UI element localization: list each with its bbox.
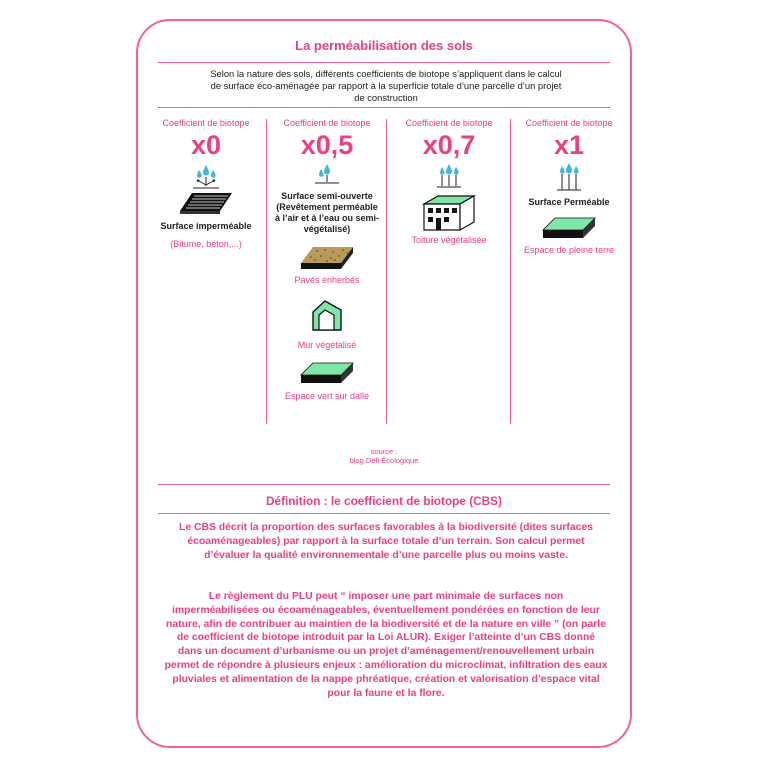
definition-bottom-divider: [158, 513, 610, 514]
surface-example: Pavés enherbés: [294, 275, 360, 285]
coefficient-column-x1: [512, 118, 626, 256]
definition-top-divider: [158, 484, 610, 485]
surface-name: Surface semi-ouverte (Revêtement perméable à l’air et à l’eau ou semi-végétalisé): [274, 191, 380, 234]
green-roof-house-icon: [422, 192, 476, 232]
column-divider: [266, 119, 267, 424]
coefficient-value: x1: [553, 130, 585, 160]
definition-title: Définition : le coefficient de biotope (CBS): [266, 494, 502, 508]
surface-example: Espace de pleine terre: [523, 245, 615, 255]
surface-name: Surface Perméable: [528, 197, 610, 207]
surface-example: Espace vert sur dalle: [284, 391, 370, 401]
water-drops-icon: [429, 163, 469, 189]
coefficient-value: x0: [190, 130, 222, 160]
coefficient-label: Coefficient de biotope: [525, 118, 613, 128]
bitumen-slab-icon: [178, 191, 234, 215]
intro-text: Selon la nature des sols, différents coefficients de biotope s’appliquent dans le calcul de surface éco-aménagée par rapport à la superficie totale d’une parcelle d’un projet de construction: [210, 68, 562, 103]
source-name: blog Défi Écologique: [349, 456, 419, 465]
infographic-card: [136, 19, 632, 748]
coefficient-column-x0: [150, 118, 262, 250]
water-drops-icon: [549, 162, 589, 192]
page-title: La perméabilisation des sols: [295, 38, 473, 53]
surface-name: Surface imperméable: [160, 221, 252, 231]
surface-example: Toiture végétalisée: [411, 235, 487, 245]
grass-pavers-icon: [299, 245, 355, 271]
coefficient-label: Coefficient de biotope: [162, 118, 250, 128]
coefficient-value: x0,5: [300, 130, 354, 160]
definition-paragraph: Le règlement du PLU peut “ imposer une part minimale de surfaces non imperméabilisées ou écoaménageables, éventuellement pondérées en fonction de leur nature, afin de contribuer au maintien de la biodiversité et de la nature en ville ” (on parle de coefficient de biotope introduit par la Loi ALUR). Exiger l’atteinte d’un CBS donné dans un document d’urbanisme ou un projet d’aménagement/renouvellement urbain permet de répondre à plusieurs enjeux : amélioration du microclimat, infiltration des eaux pluviales et alimentation de la nappe phréatique, création et valorisation d’espace vital pour la faune et la flore.: [164, 591, 608, 699]
coefficient-column-x07: [392, 118, 506, 246]
surface-example: (Bitume, béton,...): [170, 239, 242, 249]
green-wall-house-icon: [309, 298, 345, 334]
coefficient-label: Coefficient de biotope: [283, 118, 371, 128]
coefficient-value: x0,7: [422, 130, 476, 160]
source-label: source :: [370, 447, 398, 456]
coefficient-label: Coefficient de biotope: [405, 118, 493, 128]
column-divider: [386, 119, 387, 424]
intro-divider: [158, 107, 610, 108]
definition-paragraph: Le CBS décrit la proportion des surfaces favorables à la biodiversité (dites surfaces écoaménageables) par rapport à la surface totale d’un terrain. Son calcul permet d’évaluer la qualité environnementale d’une parcelle plus ou moins vaste.: [178, 522, 594, 561]
water-drops-icon: [186, 163, 226, 189]
title-divider: [158, 62, 610, 63]
surface-example: Mur végétalisé: [297, 340, 357, 350]
water-drops-icon: [307, 163, 347, 185]
open-ground-icon: [541, 216, 597, 240]
coefficient-column-x05: [270, 118, 384, 402]
source-credit: [138, 447, 630, 465]
green-slab-icon: [299, 361, 355, 385]
column-divider: [510, 119, 511, 424]
